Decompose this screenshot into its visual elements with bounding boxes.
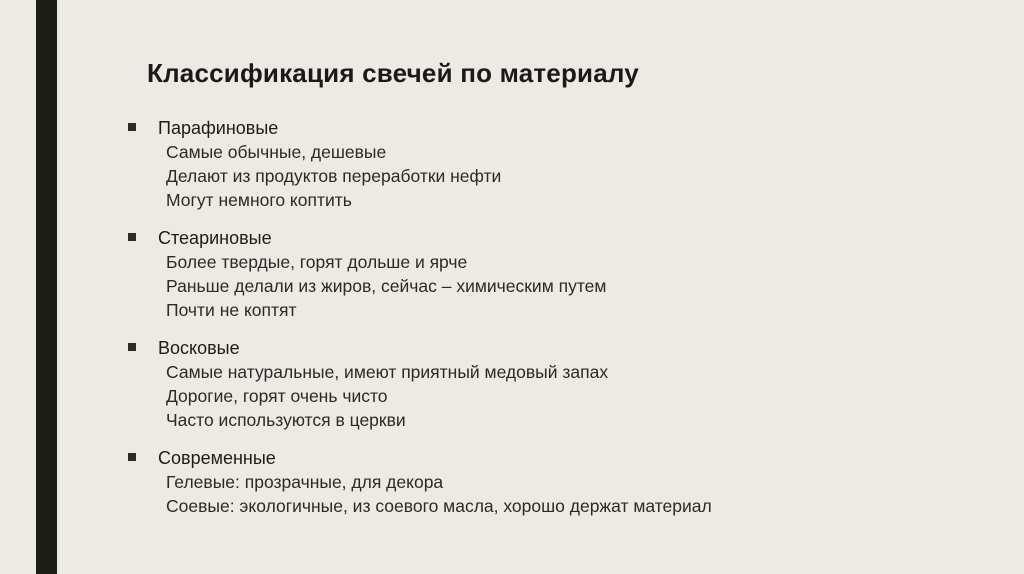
bullet-list: [124, 116, 984, 532]
square-bullet-icon: [128, 233, 136, 241]
item-detail: Самые натуральные, имеют приятный медовый запах: [166, 362, 609, 382]
list-item-wax: [124, 336, 984, 432]
item-detail: Дорогие, горят очень чисто: [166, 386, 388, 406]
item-heading: Стеариновые: [158, 228, 272, 248]
item-detail: Соевые: экологичные, из соевого масла, хорошо держат материал: [166, 496, 712, 516]
slide-title: Классификация свечей по материалу: [147, 58, 639, 88]
item-detail: Более твердые, горят дольше и ярче: [166, 252, 468, 272]
left-accent-bar: [36, 0, 57, 574]
square-bullet-icon: [128, 343, 136, 351]
item-detail: Делают из продуктов переработки нефти: [166, 166, 502, 186]
item-heading: Восковые: [158, 338, 240, 358]
item-detail: Самые обычные, дешевые: [166, 142, 387, 162]
item-heading: Современные: [158, 448, 276, 468]
item-detail: Могут немного коптить: [166, 190, 352, 210]
item-detail: Почти не коптят: [166, 300, 297, 320]
item-detail: Часто используются в церкви: [166, 410, 406, 430]
square-bullet-icon: [128, 453, 136, 461]
list-item-stearin: [124, 226, 984, 322]
item-detail: Гелевые: прозрачные, для декора: [166, 472, 444, 492]
item-heading: Парафиновые: [158, 118, 279, 138]
square-bullet-icon: [128, 123, 136, 131]
list-item-modern: [124, 446, 984, 518]
list-item-paraffin: [124, 116, 984, 212]
item-detail: Раньше делали из жиров, сейчас – химическим путем: [166, 276, 607, 296]
